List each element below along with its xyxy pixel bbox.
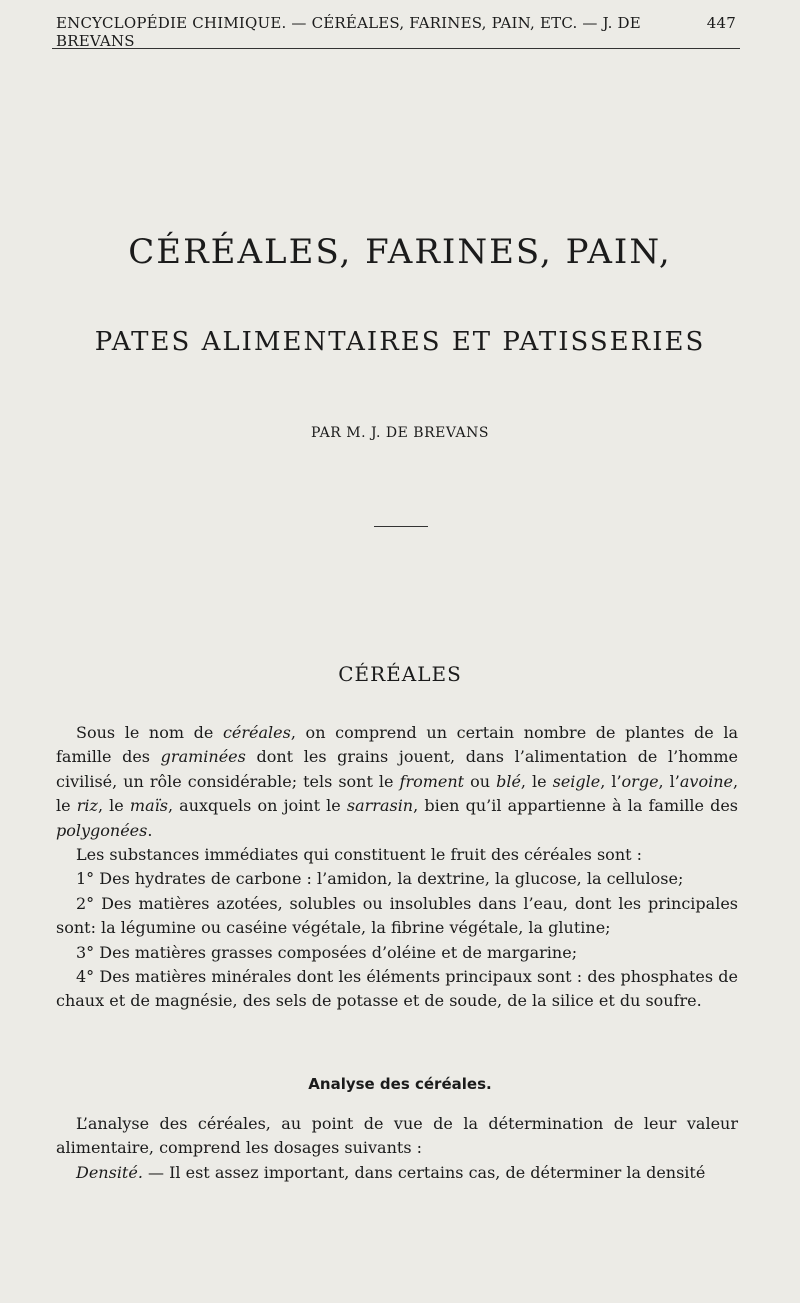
section-heading: CÉRÉALES [338,662,462,686]
section-body [56,721,738,1014]
page-number: 447 [706,14,736,32]
author-byline: PAR M. J. DE BREVANS [311,425,489,441]
list-item-nitrogenous: 2° Des matières azotées, solubles ou insolubles dans l’eau, dont les principales sont: la légumine ou caséine végétale, la fibrine végétale, la glutine; [56,893,738,938]
subtitle: PATES ALIMENTAIRES ET PATISSERIES [94,327,706,357]
density-label: Densité. [76,1162,143,1182]
running-header [56,14,736,50]
paragraph-density: Densité. — Il est assez important, dans certains cas, de déterminer la densité [76,1162,706,1182]
subsection-heading: Analyse des céréales. [308,1075,492,1093]
divider-rule [374,526,428,527]
paragraph-definition: Sous le nom de céréales, on comprend un certain nombre de plantes de la famille des graminées dont les grains jouent, dans l’alimentation de l’homme civilisé, un rôle considérable; tels sont le froment ou blé, le seigle, l’orge, l’avoine, le riz, le maïs, auxquels on joint le sarrasin, bien qu’il appartienne à la famille des polygonées. [56,723,739,840]
list-item-fats: 3° Des matières grasses composées d’oléine et de margarine; [76,942,578,962]
list-item-carbohydrates: 1° Des hydrates de carbone : l’amidon, la dextrine, la glucose, la cellulose; [76,869,684,889]
header-rule [52,48,740,49]
list-item-minerals: 4° Des matières minérales dont les éléments principaux sont : des phosphates de chaux et de magnésie, des sels de potasse et de soude, de la silice et du soufre. [56,967,738,1011]
running-title: ENCYCLOPÉDIE CHIMIQUE. — CÉRÉALES, FARINES, PAIN, ETC. — J. DE BREVANS [56,14,641,50]
analysis-body [56,1112,738,1185]
paragraph-analysis: L’analyse des céréales, au point de vue de la détermination de leur valeur alimentaire, comprend les dosages suivants : [56,1114,738,1158]
paragraph-substances: Les substances immédiates qui constituent le fruit des céréales sont : [76,845,643,865]
main-title: CÉRÉALES, FARINES, PAIN, [128,232,672,272]
